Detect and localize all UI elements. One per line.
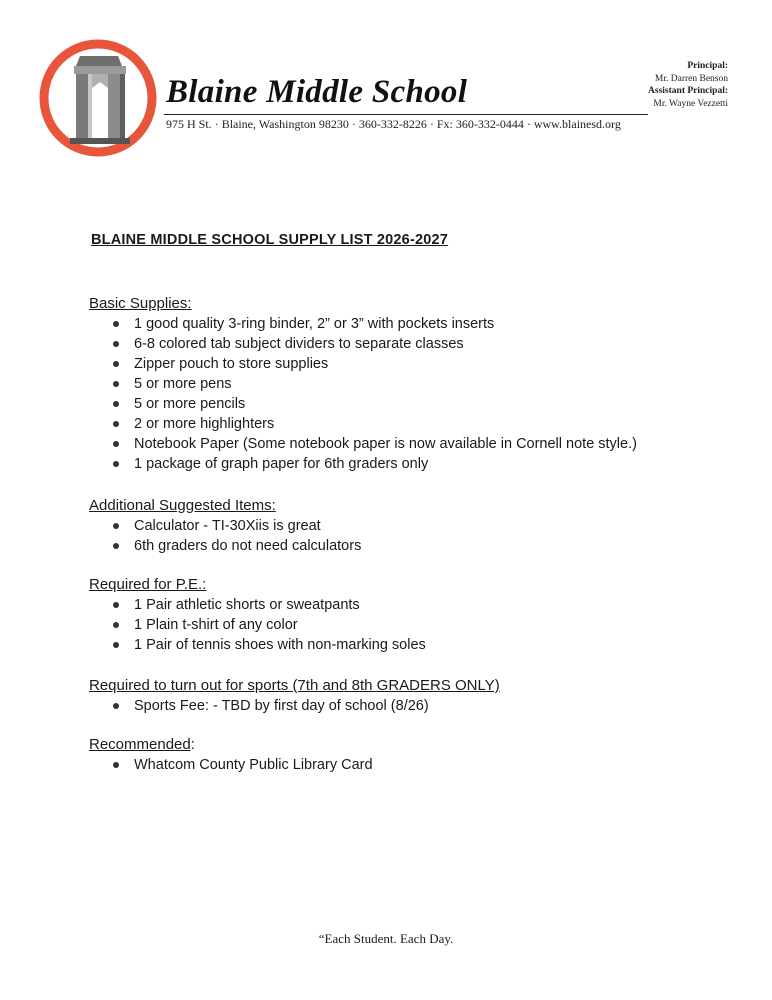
address-website: www.blainesd.org (533, 117, 621, 131)
list-item: 5 or more pens (89, 374, 637, 394)
supply-list (89, 595, 426, 655)
staff-listing (648, 60, 728, 110)
school-logo (38, 38, 158, 158)
list-item: 6-8 colored tab subject dividers to separate classes (89, 334, 637, 354)
school-address: 975 H St. · Blaine, Washington 98230 · 360-332-8226 · Fx: 360-332-0444 · www.blainesd.org (166, 117, 621, 131)
bullet-icon (113, 441, 119, 447)
section-basic-supplies (89, 294, 637, 474)
bullet-icon (113, 523, 119, 529)
list-item: Sports Fee: - TBD by first day of school (8/26) (89, 696, 500, 716)
list-item: Whatcom County Public Library Card (89, 755, 373, 775)
assistant-principal-name: Mr. Wayne Vezzetti (653, 98, 728, 109)
section-heading: Recommended: (89, 736, 195, 753)
address-street: 975 H St. (166, 117, 212, 131)
list-item: Notebook Paper (Some notebook paper is now available in Cornell note style.) (89, 434, 637, 454)
section-heading: Basic Supplies: (89, 295, 192, 312)
supply-list (89, 755, 373, 775)
section-sports-requirements (89, 676, 500, 716)
list-item: 1 good quality 3-ring binder, 2” or 3” with pockets inserts (89, 314, 637, 334)
bullet-icon (113, 602, 119, 608)
school-motto: “Each Student. Each Day. (318, 931, 454, 946)
school-name: Blaine Middle School (166, 74, 468, 110)
list-item: 1 Plain t-shirt of any color (89, 615, 426, 635)
address-city: Blaine, Washington 98230 (221, 117, 349, 131)
list-item: Calculator - TI-30Xiis is great (89, 516, 361, 536)
bullet-icon (113, 421, 119, 427)
bullet-icon (113, 341, 119, 347)
bullet-icon (113, 381, 119, 387)
list-item: 6th graders do not need calculators (89, 536, 361, 556)
bullet-icon (113, 543, 119, 549)
bullet-icon (113, 642, 119, 648)
list-item: Zipper pouch to store supplies (89, 354, 637, 374)
list-item: 1 Pair athletic shorts or sweatpants (89, 595, 426, 615)
principal-label: Principal: (687, 61, 728, 71)
list-item: 2 or more highlighters (89, 414, 637, 434)
list-item: 1 package of graph paper for 6th graders only (89, 454, 637, 474)
bullet-icon (113, 321, 119, 327)
section-heading: Required to turn out for sports (7th and 8th GRADERS ONLY) (89, 677, 500, 694)
section-recommended (89, 735, 373, 775)
supply-list (89, 696, 500, 716)
section-heading: Additional Suggested Items: (89, 497, 276, 514)
address-phone: 360-332-8226 (358, 117, 427, 131)
principal-name: Mr. Darren Benson (654, 73, 728, 84)
document-title: BLAINE MIDDLE SCHOOL SUPPLY LIST 2026-2027 (91, 232, 449, 248)
section-additional-items (89, 496, 361, 556)
bullet-icon (113, 762, 119, 768)
list-item: 1 Pair of tennis shoes with non-marking soles (89, 635, 426, 655)
section-pe-requirements (89, 575, 426, 655)
section-heading: Required for P.E.: (89, 576, 207, 593)
header-divider (164, 114, 648, 115)
list-item: 5 or more pencils (89, 394, 637, 414)
bullet-icon (113, 401, 119, 407)
address-fax: Fx: 360-332-0444 (436, 117, 524, 131)
supply-list (89, 516, 361, 556)
bullet-icon (113, 461, 119, 467)
bullet-icon (113, 703, 119, 709)
assistant-principal-label: Assistant Principal: (648, 86, 728, 96)
supply-list (89, 314, 637, 474)
bullet-icon (113, 622, 119, 628)
bullet-icon (113, 361, 119, 367)
